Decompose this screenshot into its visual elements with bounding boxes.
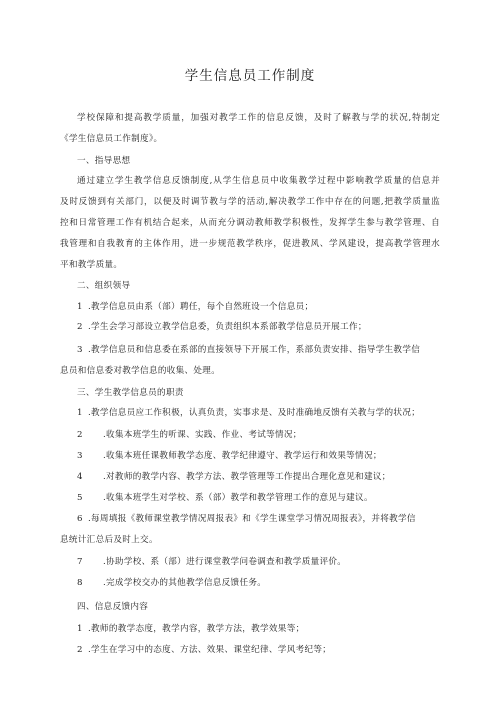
s3-item-7-num: 7 bbox=[77, 557, 83, 567]
section-1-heading: 一、指导思想 bbox=[77, 156, 131, 166]
s3-item-8-num: 8 bbox=[77, 578, 83, 588]
intro-line-1: 学校保障和提高教学质量，加强对教学工作的信息反馈，及时了解教与学的状况,特制定 bbox=[77, 113, 440, 123]
section-3-heading: 三、学生教学信息员的职责 bbox=[77, 388, 184, 398]
s3-item-3-num: 3 bbox=[77, 451, 83, 461]
s1-line-1: 通过建立学生教学信息反馈制度,从学生信息员中收集教学过程中影响教学质量的信息并 bbox=[77, 176, 440, 186]
s2-item-3: .教学信息员和信息委在系部的直接领导下开展工作，系部负责安排、指导学生教学信 bbox=[88, 345, 421, 355]
s2-item-1: .教学信息员由系（部）聘任，每个自然班设一个信息员； bbox=[88, 302, 314, 312]
s3-item-2: .收集本班学生的听课、实践、作业、考试等情况； bbox=[103, 430, 302, 440]
s3-item-4: .对教师的教学内容、教学方法、教学管理等工作提出合理化意见和建议； bbox=[103, 472, 391, 482]
s4-item-2-num: 2 bbox=[77, 645, 83, 655]
s3-item-6: .每周填报《教师课堂教学情况周报表》和《学生课堂学习情况周报表》，并将教学信 bbox=[88, 514, 416, 524]
s4-item-2: .学生在学习中的态度、方法、效果、课堂纪律、学风考纪等； bbox=[88, 645, 332, 655]
s1-line-3: 控和日常管理工作有机结合起来，从而充分调动教师教学积极性，发挥学生参与教学管理、自 bbox=[60, 218, 440, 228]
s2-item-3-num: 3 bbox=[77, 345, 83, 355]
s2-item-1-num: 1 bbox=[77, 302, 83, 312]
s3-item-2-num: 2 bbox=[77, 430, 83, 440]
s1-line-2: 及时反馈到有关部门，以便及时调节教与学的活动,解决教学工作中存在的问题,把教学质量监 bbox=[60, 197, 440, 207]
s3-cont: 息统计汇总后及时上交。 bbox=[60, 535, 158, 545]
s2-item-2-num: 2 bbox=[77, 322, 83, 332]
s3-item-8: .完成学校交办的其他教学信息反馈任务。 bbox=[103, 578, 267, 588]
page-title: 学生信息员工作制度 bbox=[184, 68, 316, 84]
s1-line-4: 我管理和自我教育的主体作用，进一步规范教学秩序，促进教风、学风建设，提高教学管理水 bbox=[60, 239, 440, 249]
s4-item-1-num: 1 bbox=[77, 624, 83, 634]
s3-item-5: .收集本班学生对学校、系（部）教学和教学管理工作的意见与建议。 bbox=[103, 493, 373, 503]
s3-item-3: .收集本班任课教师教学态度、教学纪律遵守、教学运行和效果等情况； bbox=[103, 451, 382, 461]
s3-item-7: .协助学校、系（部）进行课堂教学问卷调查和教学质量评价。 bbox=[103, 557, 347, 567]
s3-item-1: .教学信息员应工作积极，认真负责，实事求是、及时准确地反馈有关教与学的状况； bbox=[88, 408, 421, 418]
s3-item-6-num: 6 bbox=[77, 514, 83, 524]
section-2-heading: 二、组织领导 bbox=[77, 281, 131, 291]
section-4-heading: 四、信息反馈内容 bbox=[77, 602, 149, 612]
intro-line-2: 《学生信息员工作制度》。 bbox=[60, 134, 163, 144]
s4-item-1: .教师的教学态度，教学内容，教学方法，教学效果等； bbox=[88, 624, 305, 634]
s3-item-1-num: 1 bbox=[77, 408, 83, 418]
s3-item-5-num: 5 bbox=[77, 493, 83, 503]
s1-line-5: 平和教学质量。 bbox=[60, 260, 123, 270]
s3-item-4-num: 4 bbox=[77, 472, 83, 482]
s2-item-2: .学生会学习部设立教学信息委，负责组织本系部教学信息员开展工作； bbox=[88, 322, 367, 332]
s2-cont: 息员和信息委对教学信息的收集、处理。 bbox=[60, 366, 221, 376]
